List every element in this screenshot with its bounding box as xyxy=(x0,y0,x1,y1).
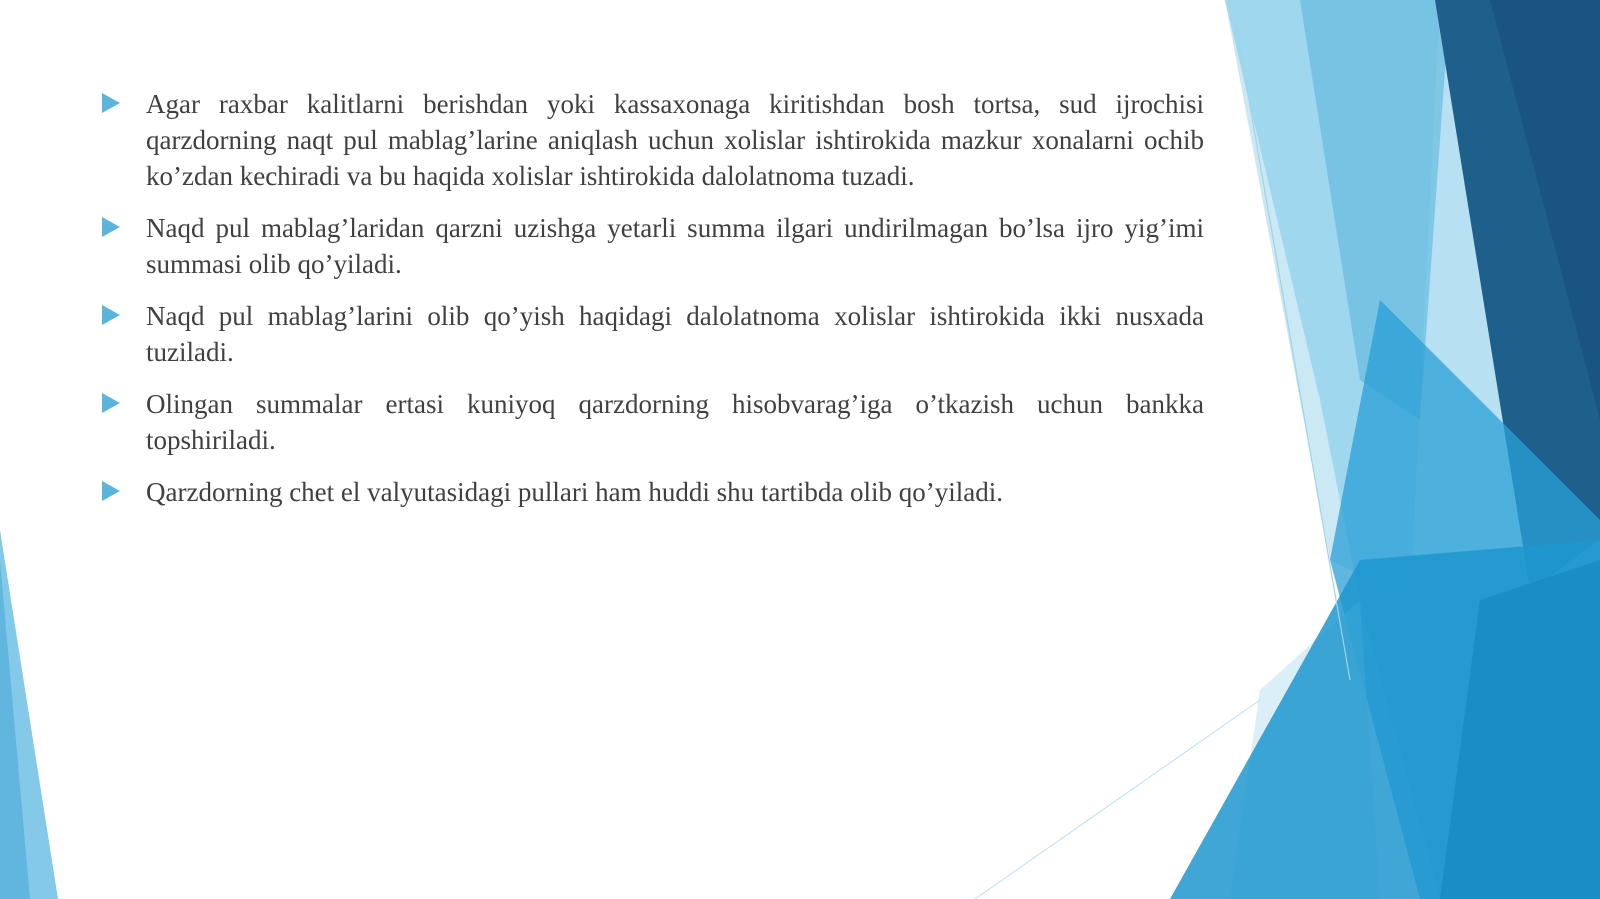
triangle-bullet-icon xyxy=(102,217,120,237)
bottom-facet-pale xyxy=(1230,600,1380,899)
triangle-bullet-icon xyxy=(102,93,120,113)
left-accent-shape xyxy=(0,530,58,899)
slide-content xyxy=(100,86,1204,526)
bullet-text: Naqd pul mablag’laridan qarzni uzishga yetarli summa ilgari undirilmagan bo’lsa ijro yig’imi summasi olib qo’yiladi. xyxy=(146,213,1204,279)
triangle-bullet-icon xyxy=(102,305,120,325)
guide-line-vertical xyxy=(1235,20,1350,680)
right-facet-mid xyxy=(1330,300,1600,899)
list-item xyxy=(100,386,1204,458)
right-facet-pale xyxy=(1225,0,1440,600)
right-facet-mid-light xyxy=(1300,0,1450,420)
right-facet-light xyxy=(1225,0,1600,899)
left-accent-shape-dark xyxy=(0,560,30,899)
bullet-text: Naqd pul mablag’larini olib qo’yish haqidagi dalolatnoma xolislar ishtirokida ikki nusxada tuziladi. xyxy=(146,301,1204,367)
list-item xyxy=(100,298,1204,370)
triangle-bullet-icon xyxy=(102,393,120,413)
bullet-text: Qarzdorning chet el valyutasidagi pullari ham huddi shu tartibda olib qo’yiladi. xyxy=(146,477,1004,507)
list-item xyxy=(100,210,1204,282)
guide-line-diagonal xyxy=(975,700,1260,899)
list-item xyxy=(100,86,1204,194)
bullet-list xyxy=(100,86,1204,510)
right-facet-dark xyxy=(1435,0,1600,590)
right-facet-dark-2 xyxy=(1490,0,1600,420)
bullet-text: Agar raxbar kalitlarni berishdan yoki kassaxonaga kiritishdan bosh tortsa, sud ijrochisi qarzdorning naqt pul mablag’larine aniqlash uchun xolislar ishtirokida mazkur xonalarni ochib ko’zdan kechiradi va bu haqida xolislar ishtirokida dalolatnoma tuzadi. xyxy=(146,89,1204,191)
bottom-facet-deep xyxy=(1440,560,1600,899)
triangle-bullet-icon xyxy=(102,481,120,501)
bottom-facet-blue xyxy=(1170,540,1600,899)
bullet-text: Olingan summalar ertasi kuniyoq qarzdorning hisobvarag’iga o’tkazish uchun bankka topshiriladi. xyxy=(146,389,1204,455)
list-item xyxy=(100,474,1204,510)
